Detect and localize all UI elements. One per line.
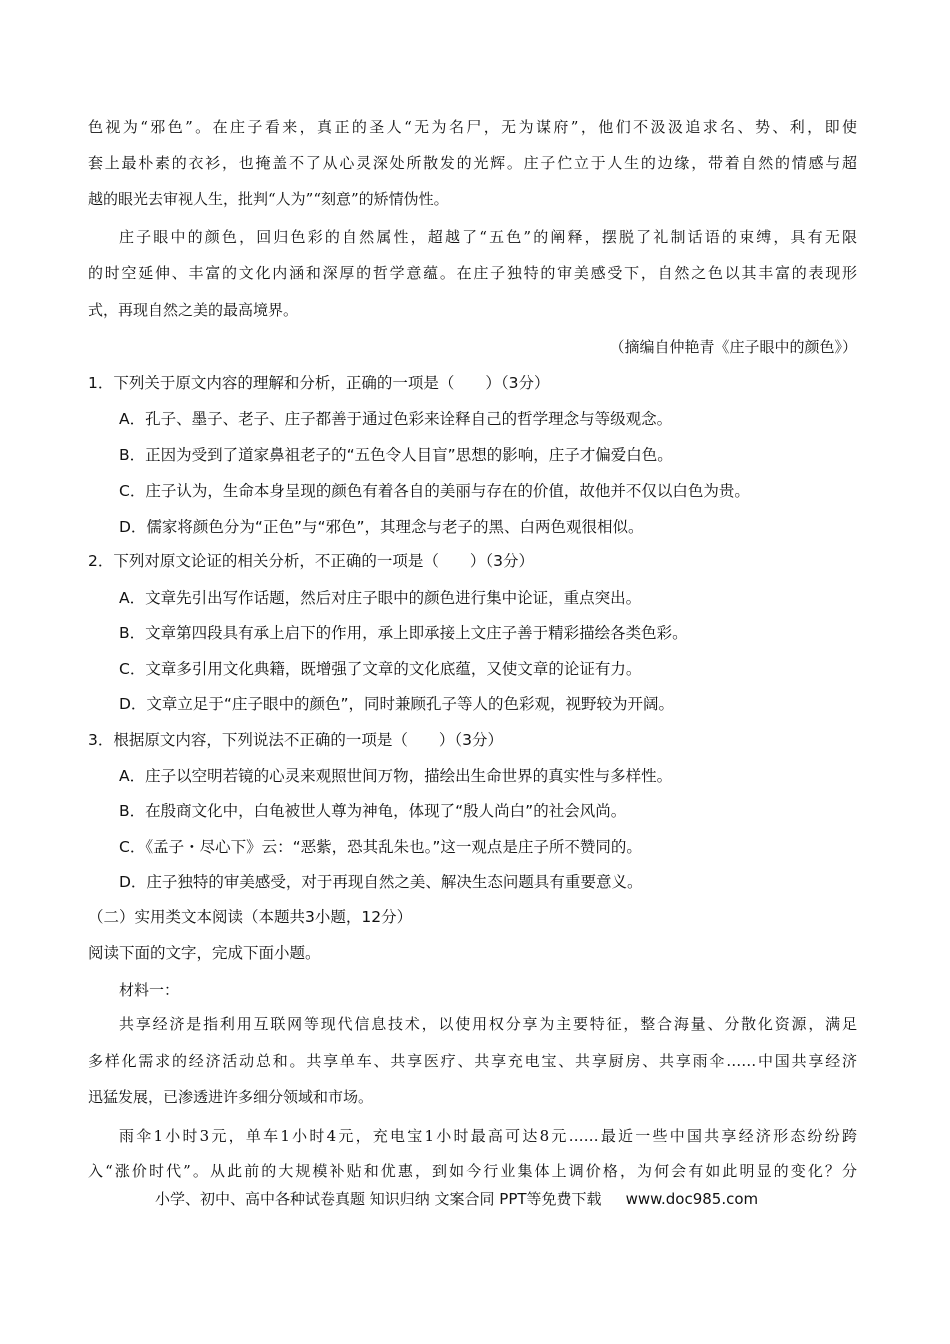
question-option: B．在殷商文化中，白龟被世人尊为神龟，体现了“殷人尚白”的社会风尚。 bbox=[119, 802, 627, 820]
footer-url[interactable]: www.doc985.com bbox=[625, 1190, 759, 1208]
question-option: A．庄子以空明若镜的心灵来观照世间万物，描绘出生命世界的真实性与多样性。 bbox=[119, 767, 673, 785]
question-option: C．庄子认为，生命本身呈现的颜色有着各自的美丽与存在的价值，故他并不仅以白色为贵。 bbox=[119, 482, 750, 500]
material-line: 入“涨价时代”。从此前的大规模补贴和优惠，到如今行业集体上调价格，为何会有如此明显的变化？分 bbox=[88, 1162, 857, 1180]
question-stem: 2．下列对原文论证的相关分析，不正确的一项是（ ）（3分） bbox=[88, 552, 534, 570]
section-instruction: 阅读下面的文字，完成下面小题。 bbox=[88, 944, 321, 962]
page-footer bbox=[155, 1188, 758, 1209]
question-option: B．正因为受到了道家鼻祖老子的“五色令人目盲”思想的影响，庄子才偏爱白色。 bbox=[119, 446, 673, 464]
question-option: C．《孟子・尽心下》云：“恶紫，恐其乱朱也。”这一观点是庄子所不赞同的。 bbox=[119, 838, 642, 856]
passage-line: 套上最朴素的衣衫，也掩盖不了从心灵深处所散发的光辉。庄子伫立于人生的边缘，带着自然的情感与超 bbox=[88, 154, 857, 172]
question-option: B．文章第四段具有承上启下的作用，承上即承接上文庄子善于精彩描绘各类色彩。 bbox=[119, 624, 688, 642]
question-option: A．文章先引出写作话题，然后对庄子眼中的颜色进行集中论证，重点突出。 bbox=[119, 589, 642, 607]
material-line: 雨伞1小时3元，单车1小时4元，充电宝1小时最高可达8元……最近一些中国共享经济形态纷纷跨 bbox=[119, 1127, 857, 1145]
passage-line: 色视为“邪色”。在庄子看来，真正的圣人“无为名尸，无为谋府”，他们不汲汲追求名、势、利，即使 bbox=[88, 118, 857, 136]
passage-line: 庄子眼中的颜色，回归色彩的自然属性，超越了“五色”的阐释，摆脱了礼制话语的束缚，具有无限 bbox=[119, 228, 857, 246]
passage-line: 的时空延伸、丰富的文化内涵和深厚的哲学意蕴。在庄子独特的审美感受下，自然之色以其丰富的表现形 bbox=[88, 264, 857, 282]
question-stem: 1．下列关于原文内容的理解和分析，正确的一项是（ ）（3分） bbox=[88, 374, 550, 392]
passage-line: 式，再现自然之美的最高境界。 bbox=[88, 301, 299, 319]
question-stem: 3．根据原文内容，下列说法不正确的一项是（ ）（3分） bbox=[88, 731, 503, 749]
question-option: D．文章立足于“庄子眼中的颜色”，同时兼顾孔子等人的色彩观，视野较为开阔。 bbox=[119, 695, 674, 713]
material-line: 多样化需求的经济活动总和。共享单车、共享医疗、共享充电宝、共享厨房、共享雨伞……中国共享经济 bbox=[88, 1052, 857, 1070]
question-option: C．文章多引用文化典籍，既增强了文章的文化底蕴，又使文章的论证有力。 bbox=[119, 660, 642, 678]
question-option: D．儒家将颜色分为“正色”与“邪色”，其理念与老子的黑、白两色观很相似。 bbox=[119, 518, 644, 536]
question-option: A．孔子、墨子、老子、庄子都善于通过色彩来诠释自己的哲学理念与等级观念。 bbox=[119, 410, 673, 428]
section-heading: （二）实用类文本阅读（本题共3小题，12分） bbox=[88, 908, 413, 926]
footer-text: 小学、初中、高中各种试卷真题 知识归纳 文案合同 PPT等免费下载 bbox=[155, 1190, 602, 1208]
passage-line: 越的眼光去审视人生，批判“人为”“刻意”的矫情伪性。 bbox=[88, 190, 449, 208]
material-line: 迅猛发展，已渗透进许多细分领域和市场。 bbox=[88, 1088, 374, 1106]
material-label: 材料一： bbox=[119, 981, 180, 999]
material-line: 共享经济是指利用互联网等现代信息技术，以使用权分享为主要特征，整合海量、分散化资源，满足 bbox=[119, 1015, 857, 1033]
question-option: D．庄子独特的审美感受，对于再现自然之美、解决生态问题具有重要意义。 bbox=[119, 873, 643, 891]
passage-source: （摘编自仲艳青《庄子眼中的颜色》） bbox=[609, 338, 857, 356]
